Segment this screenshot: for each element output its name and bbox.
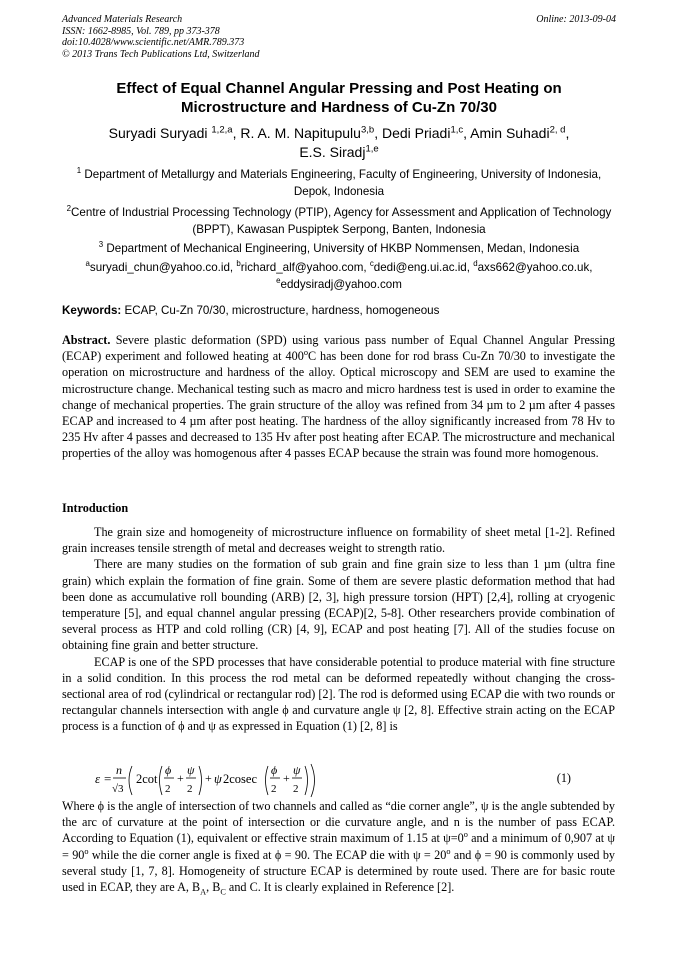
svg-text:2: 2 [187, 783, 193, 795]
doi-line[interactable]: doi:10.4028/www.scientific.net/AMR.789.373 [62, 37, 245, 49]
keywords [62, 303, 616, 319]
paragraph: Where ϕ is the angle of intersection of two channels and called as “die corner angle”, ψ is the angle subtended by the arc of curvature at the point of intersection or die curvature angle, and n is the number of pass ECAP. According to Equation (1), equivalent or effective strain maximum of 1.15 at $\psi=0^o$ and a minimum of 0,907 at $\psi = 90^o$ while the die corner angle is fixed at ϕ = 90. The ECAP die with $\psi = 20^o$ and ϕ = 90 is commonly used by several study [1, 7, 8]. Homogeneity of structure ECAP is determined by route used. There are for basic route used in ECAP, they are A, $B_A$, $B_C$ and C. It is clearly explained in Reference [2]. [62, 799, 616, 897]
author-name: Suryadi Suryadi [108, 125, 212, 141]
issn-line: ISSN: 1662-8985, Vol. 789, pp 373-378 [62, 25, 220, 37]
svg-text:ψ: ψ [293, 763, 301, 777]
author-name: E.S. Siradj [299, 144, 366, 160]
svg-text:ψ: ψ [214, 772, 222, 786]
abstract: Abstract. Severe plastic deformation (SPD) using various pass number of Equal Channel Angular Pressing (ECAP) experiment and followed heating at 400$^o$C has been done for rod brass Cu-Zn 70/30 to investigate the operation on microstructure and hardness of the alloy. Optical microscopy and SEM are used to examine the microstructure change. Mechanical testing such as macro and micro hardness test is used in order to examine the change of mechanical properties. The grain structure of the alloy was refined from 34 µm to 2 µm after 4 passes ECAP and increased to 4 µm after post heating. The hardness of the alloy significantly increased from 78 Hv to 235 Hv after 4 passes and decreased to 135 Hv after post heating after ECAP. The microstructure and mechanical properties of the alloy was homogenous after 4 passes ECAP because the strain was found more homogenous. [62, 333, 615, 461]
svg-text:2: 2 [165, 783, 171, 795]
paragraph: There are many studies on the formation of sub grain and fine grain size to less than 1 µm (ultra fine grain) which explain the formation of fine grain. Some of them are severe plastic deformation method that had been done as accumulative roll bounding (ARB) [2, 3], high pressure torsion (HPT) [2,4], rolling at cryogenic temperature [5], and equal channel angular pressing (ECAP)[2, 5-8]. Other researchers provide combination of several process as HTP and cold rolling (CR) [4, 9], ECAP and post heating [7]. All of the studies focuse on obtaining fine grain and better structure. [62, 557, 615, 653]
svg-text:2: 2 [271, 783, 277, 795]
paper-title [62, 80, 616, 117]
equation-1 [95, 762, 615, 798]
svg-text:ϕ: ϕ [165, 763, 172, 777]
email-link[interactable]: axs662@yahoo.co.uk, [477, 261, 593, 274]
email-link[interactable]: suryadi_chun@yahoo.co.id, [89, 261, 237, 274]
svg-text:+: + [205, 771, 212, 785]
svg-text:2: 2 [293, 783, 299, 795]
svg-text:2cosec: 2cosec [223, 772, 258, 786]
author-list: Suryadi Suryadi $^{1,2,a}$, R. A. M. Napitupulu$^{3,b}$, Dedi Priadi$^{1,c}$, Amin Suhadi$^{2, d}$, E.S. Siradj$^{1,e}$ [108, 124, 570, 160]
abstract-label: Abstract. [62, 333, 111, 347]
svg-text:=: = [104, 771, 112, 786]
affiliation-2: $^2$Centre of Industrial Processing Technology (PTIP), Agency for Assessment and Application of Technology (BPPT), Kawasan Puspiptek Serpong, Banten, Indonesia [66, 204, 612, 236]
equation-formula [95, 762, 335, 798]
paragraph: ECAP is one of the SPD processes that have considerable potential to produce material with fine structure in a solid condition. In this process the rod metal can be deformed repeatedly without changing the cross-sectional area of rod (cylindrical or rectangular rod) [2]. The rod is deformed using ECAP die with two rounds or rectangular channels intersection with angle ϕ and curvature angle ψ [2, 8]. Effective strain acting on the ECAP process is a function of ϕ and ψ as expressed in Equation (1) [2, 8] is [62, 654, 615, 734]
author-name: , Dedi Priadi [374, 125, 451, 141]
copyright-line: © 2013 Trans Tech Publications Ltd, Switzerland [62, 48, 260, 60]
keywords-text: ECAP, Cu-Zn 70/30, microstructure, hardness, homogeneous [121, 304, 440, 317]
online-date: Online: 2013-09-04 [536, 14, 616, 25]
svg-text:√3: √3 [112, 783, 124, 795]
email-link[interactable]: richard_alf@yahoo.com, [240, 261, 370, 274]
introduction-body-continued [62, 798, 615, 895]
svg-text:ε: ε [95, 771, 101, 786]
paragraph: The grain size and homogeneity of microstructure influence on formability of sheet metal [1-2]. Refined grain increases tensile strength of metal and decreases weight to strength ratio. [62, 525, 615, 556]
journal-name: Advanced Materials Research [62, 14, 183, 25]
equation-number: (1) [556, 771, 571, 785]
introduction-body [62, 524, 615, 735]
email-link[interactable]: eddysiradj@yahoo.com [280, 278, 402, 291]
svg-text:n: n [116, 763, 122, 777]
author-name: , Amin Suhadi [463, 125, 550, 141]
author-name: , R. A. M. Napitupulu [232, 125, 361, 141]
svg-text:ψ: ψ [187, 763, 195, 777]
keywords-label: Keywords: [62, 304, 122, 317]
svg-text:+: + [283, 771, 290, 785]
affiliation-3: $^3$ Department of Mechanical Engineering, University of HKBP Nommensen, Medan, Indonesia [98, 240, 580, 255]
email-list: $^a$suryadi_chun@yahoo.co.id, $^b$richard_alf@yahoo.com, $^c$dedi@eng.ui.ac.id, $^d$axs662@yahoo.co.uk, $^e$eddysiradj@yahoo.com [85, 259, 593, 291]
email-link[interactable]: dedi@eng.ui.ac.id, [373, 261, 474, 274]
journal-header [62, 14, 260, 60]
affiliation-1: $^1$ Department of Metallurgy and Materials Engineering, Faculty of Engineering, University of Indonesia, Depok, Indonesia [76, 166, 602, 198]
title-line-2: Microstructure and Hardness of Cu-Zn 70/30 [181, 98, 497, 116]
svg-text:+: + [177, 771, 184, 785]
svg-text:ϕ: ϕ [271, 763, 278, 777]
title-line-1: Effect of Equal Channel Angular Pressing and Post Heating on [116, 80, 562, 97]
section-heading-introduction: Introduction [62, 501, 129, 515]
svg-text:2cot: 2cot [136, 772, 158, 786]
